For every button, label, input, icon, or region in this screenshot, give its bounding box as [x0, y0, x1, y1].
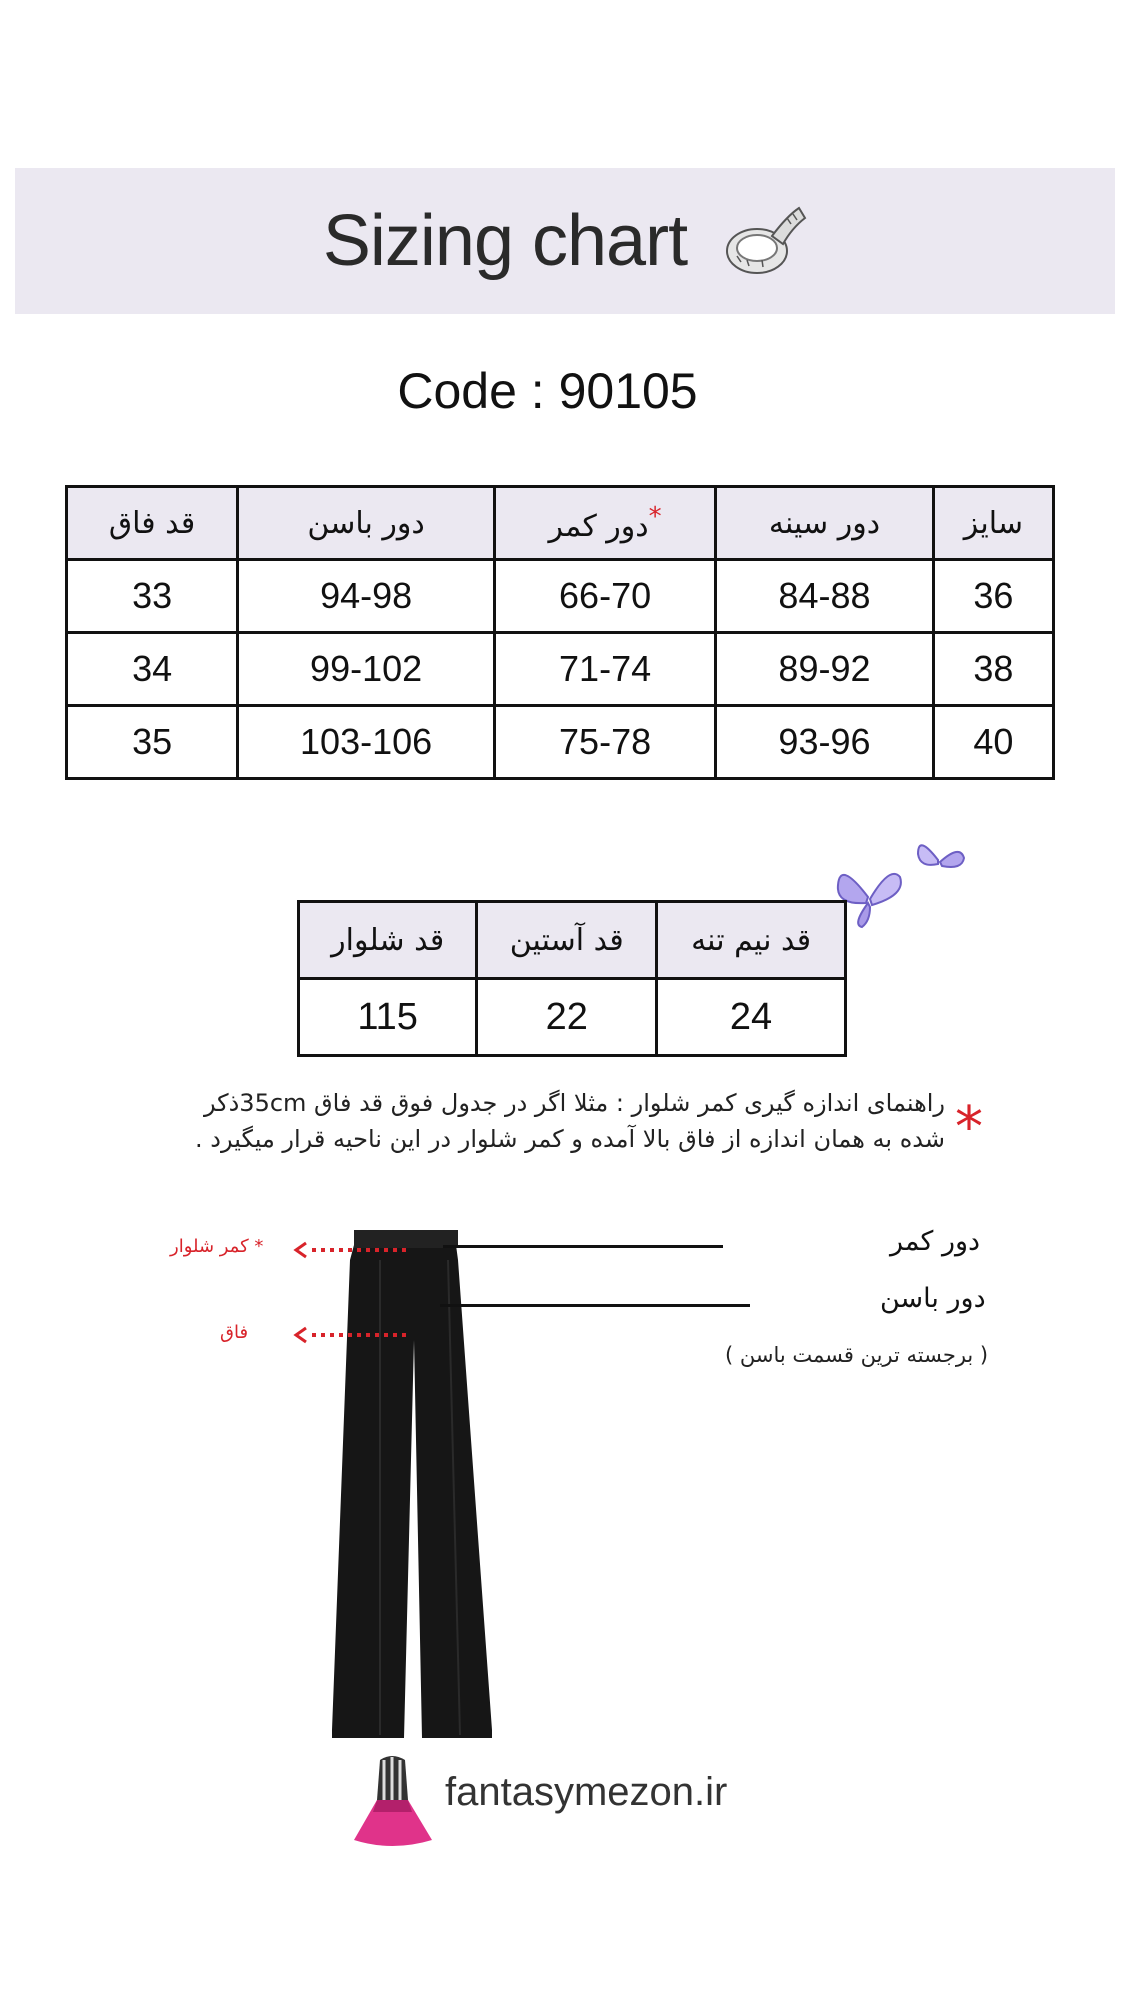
hip-sublabel: ( برجسته ترین قسمت باسن ): [725, 1343, 989, 1367]
cell-hip: 99-102: [238, 633, 495, 706]
cell-hip: 103-106: [238, 706, 495, 779]
brand-logo-text: fantasymezon.ir: [445, 1770, 728, 1814]
page-title: Sizing chart: [322, 201, 688, 281]
table-row: [299, 979, 846, 1056]
table-row: [67, 706, 1054, 779]
pants-waist-arrow-icon: [292, 1240, 412, 1260]
measuring-tape-icon: [717, 196, 807, 286]
butterfly-small-icon: [910, 830, 970, 890]
cell-chest: 89-92: [716, 633, 934, 706]
size-table-header-row: [67, 487, 1054, 560]
cell-rise: 34: [67, 633, 238, 706]
rise-arrow-icon: [292, 1325, 412, 1345]
waist-star-icon: *: [648, 502, 662, 532]
cell-size: 36: [933, 560, 1053, 633]
length-table-header-row: [299, 902, 846, 979]
cell-size: 38: [933, 633, 1053, 706]
cell-chest: 84-88: [716, 560, 934, 633]
header-rise: قد فاق: [67, 487, 238, 560]
hip-label: دور باسن: [880, 1283, 986, 1314]
header-waist: [495, 487, 716, 560]
header-pants-length: قد شلوار: [299, 902, 477, 979]
hip-line: [440, 1304, 750, 1307]
rise-label: فاق: [220, 1322, 249, 1343]
waist-line: [443, 1245, 723, 1248]
note-star-icon: *: [955, 1095, 983, 1160]
pants-waist-label: * کمر شلوار: [170, 1236, 264, 1257]
pants-illustration: [320, 1230, 510, 1750]
cell-sleeve-length: 22: [477, 979, 657, 1056]
length-table: [297, 900, 847, 1057]
header-hip: دور باسن: [238, 487, 495, 560]
dress-logo-icon: [350, 1752, 435, 1852]
cell-rise: 35: [67, 706, 238, 779]
product-code: Code : 90105: [397, 363, 698, 419]
table-row: [67, 560, 1054, 633]
cell-chest: 93-96: [716, 706, 934, 779]
note-line-2: شده به همان اندازه از فاق بالا آمده و کمر شلوار در این ناحیه قرار میگیرد .: [195, 1125, 945, 1153]
cell-waist: 75-78: [495, 706, 716, 779]
size-table: [65, 485, 1055, 780]
title-banner: [15, 168, 1115, 314]
cell-waist: 66-70: [495, 560, 716, 633]
cell-pants-length: 115: [299, 979, 477, 1056]
waist-label: دور کمر: [890, 1226, 981, 1257]
table-row: [67, 633, 1054, 706]
header-sleeve-length: قد آستین: [477, 902, 657, 979]
header-waist-label: دور کمر: [548, 509, 649, 544]
cell-hip: 94-98: [238, 560, 495, 633]
cell-crop-length: 24: [657, 979, 846, 1056]
header-crop-length: قد نیم تنه: [657, 902, 846, 979]
header-chest: دور سینه: [716, 487, 934, 560]
cell-rise: 33: [67, 560, 238, 633]
cell-size: 40: [933, 706, 1053, 779]
cell-waist: 71-74: [495, 633, 716, 706]
measurement-note: [115, 1085, 945, 1157]
header-size: سایز: [933, 487, 1053, 560]
note-line-1: راهنمای اندازه گیری کمر شلوار : مثلا اگر در جدول فوق قد فاق 35cmذکر: [203, 1089, 945, 1117]
